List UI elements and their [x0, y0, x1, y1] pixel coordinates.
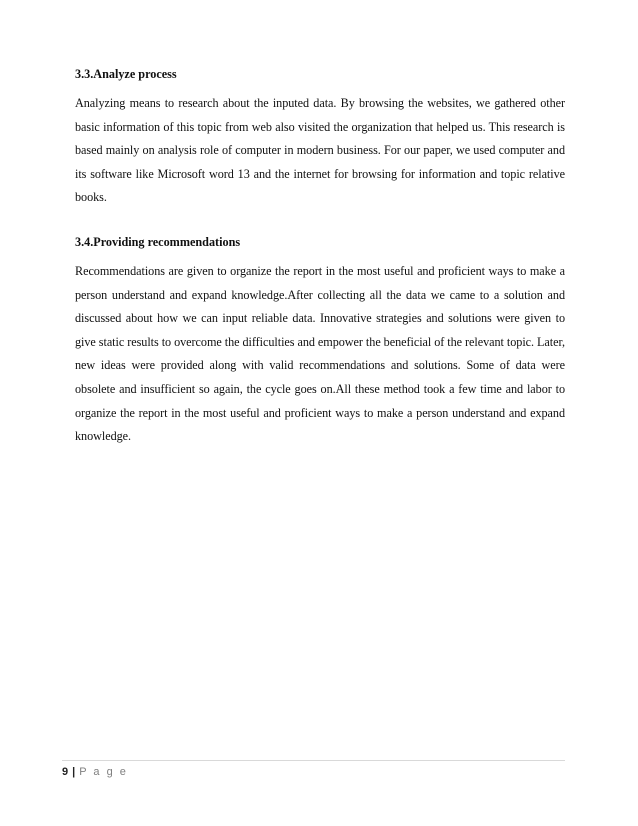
section-paragraph: Analyzing means to research about the inputed data. By browsing the websites, we gathered other basic information of this topic from web also visited the organization that helped us. This research is based mainly on analysis role of computer in modern business. For our paper, we used computer and its software like Microsoft word 13 and the internet for browsing for information and topic relative books. [75, 96, 565, 205]
page-footer [62, 765, 128, 779]
page-number: 9 [62, 766, 69, 778]
section-providing-recommendations [75, 234, 565, 449]
section-paragraph: Recommendations are given to organize the report in the most useful and proficient ways to make a person understand and expand knowledge.After collecting all the data we came to a solution and discussed about how we can input reliable data. Innovative strategies and solutions were given to give static results to overcome the difficulties and empower the beneficial of the relevant topic. Later, new ideas were provided along with valid recommendations and solutions. Some of data were obsolete and insufficient so again, the cycle goes on.All these method took a few time and labor to organize the report in the most useful and proficient ways to make a person understand and expand knowledge. [75, 263, 565, 444]
section-heading: 3.3.Analyze process [75, 67, 177, 81]
footer-divider [62, 760, 565, 761]
section-heading: 3.4.Providing recommendations [75, 234, 241, 249]
section-analyze-process [75, 66, 565, 210]
page-content [75, 66, 565, 449]
section-spacer [75, 210, 565, 234]
footer-separator: | [72, 766, 76, 778]
page-label: P a g e [79, 766, 128, 778]
